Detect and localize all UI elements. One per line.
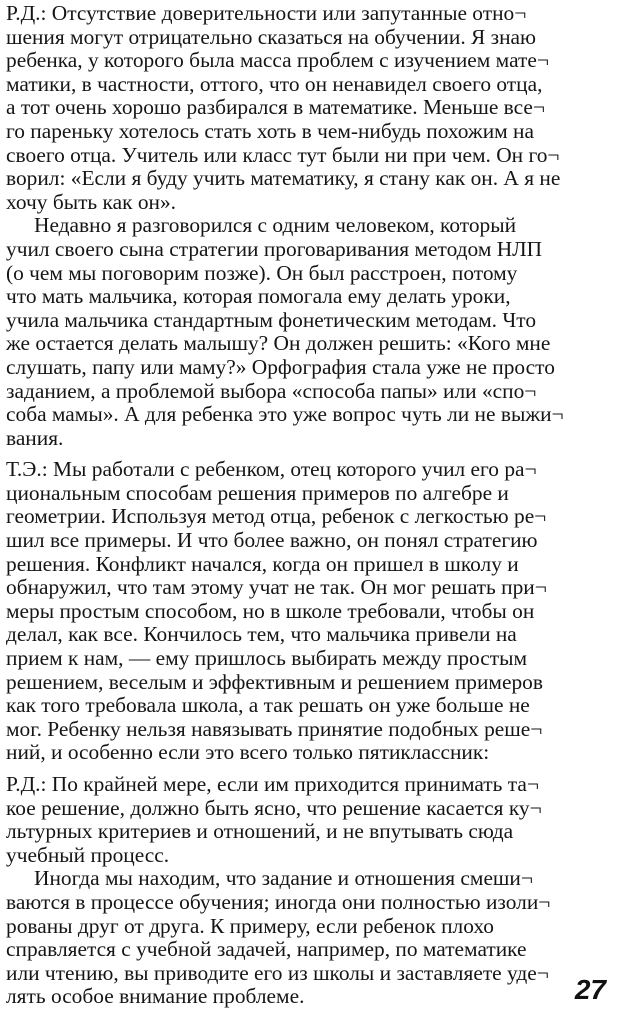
text-line: рованы друг от друга. К примеру, если ребенок плохо	[6, 913, 494, 938]
text-line: же остается делать малышу? Он должен решить: «Кого мне	[6, 331, 551, 356]
text-line: заданием, а проблемой выбора «способа папы» или «спо¬	[6, 378, 537, 403]
text-line: (о чем мы поговорим позже). Он был расстроен, потому	[6, 260, 518, 285]
text-line: обнаружил, что там этому учат не так. Он мог решать при¬	[6, 575, 547, 600]
text-line: решением, веселым и эффективным и решением примеров	[6, 669, 543, 694]
text-line: слушать, папу или маму?» Орфография стала уже не просто	[6, 354, 555, 379]
text-line: решения. Конфликт начался, когда он пришел в школу и	[6, 551, 519, 576]
text-line: или чтению, вы приводите его из школы и заставляете уде¬	[6, 960, 549, 985]
text-line: лять особое внимание проблеме.	[6, 984, 305, 1009]
text-line: хочу быть как он».	[6, 189, 177, 214]
text-line: как того требовала школа, а так решать он уже больше не	[6, 693, 530, 718]
page-number: 27	[574, 974, 606, 1005]
text-line: а тот очень хорошо разбирался в математике. Меньше все¬	[6, 95, 545, 120]
text-line: что мать мальчика, которая помогала ему делать уроки,	[6, 284, 511, 309]
text-line: матики, в частности, оттого, что он ненавидел своего отца,	[6, 71, 543, 96]
text-line: геометрии. Используя метод отца, ребенок с легкостью ре¬	[6, 504, 547, 529]
text-line: ний, и особенно если это всего только пятиклассник:	[6, 740, 490, 765]
text-line: ребенка, у которого была масса проблем с изучением мате¬	[6, 48, 549, 73]
text-line: Р.Д.: Отсутствие доверительности или запутанные отно¬	[6, 1, 527, 25]
text-line: Недавно я разговорился с одним человеком, который	[34, 213, 517, 238]
body-text	[6, 2, 612, 1009]
text-line: шения могут отрицательно сказаться на обучении. Я знаю	[6, 24, 537, 49]
text-line: льтурных критериев и отношений, и не впутывать сюда	[6, 819, 514, 844]
text-line: учила мальчика стандартным фонетическим методам. Что	[6, 307, 537, 332]
paragraph-te	[6, 458, 612, 765]
paragraph-rd-3	[6, 773, 612, 867]
text-line: Т.Э.: Мы работали с ребенком, отец которого учил его ра¬	[6, 457, 537, 482]
paragraph-rd-4	[6, 867, 612, 1009]
paragraph-rd-1	[6, 2, 612, 214]
text-line: вания.	[6, 425, 64, 450]
text-line: учил своего сына стратегии проговаривания методом НЛП	[6, 236, 543, 261]
text-line: Иногда мы находим, что задание и отношения смеши¬	[34, 866, 533, 891]
text-line: мог. Ребенку нельзя навязывать принятие подобных реше¬	[6, 716, 543, 741]
text-line: Р.Д.: По крайней мере, если им приходится принимать та¬	[6, 772, 539, 796]
text-line: своего отца. Учитель или класс тут были ни при чем. Он го¬	[6, 142, 560, 167]
text-line: делал, как все. Кончилось тем, что мальчика привели на	[6, 622, 517, 647]
text-line: кое решение, должно быть ясно, что решение касается ку¬	[6, 795, 542, 820]
text-line: ворил: «Если я буду учить математику, я стану как он. А я не	[6, 166, 561, 191]
text-line: справляется с учебной задачей, например, по математике	[6, 937, 527, 962]
text-line: учебный процесс.	[6, 842, 170, 867]
text-line: меры простым способом, но в школе требовали, чтобы он	[6, 598, 535, 623]
paragraph-rd-2	[6, 214, 612, 450]
text-line: циональным способам решения примеров по алгебре и	[6, 480, 509, 505]
text-line: прием к нам, — ему пришлось выбирать между простым	[6, 646, 527, 671]
text-line: соба мамы». А для ребенка это уже вопрос чуть ли не выжи¬	[6, 402, 564, 427]
text-line: ваются в процессе обучения; иногда они полностью изоли¬	[6, 889, 551, 914]
text-line: го пареньку хотелось стать хоть в чем-нибудь похожим на	[6, 118, 534, 143]
text-line: шил все примеры. И что более важно, он понял стратегию	[6, 528, 538, 553]
